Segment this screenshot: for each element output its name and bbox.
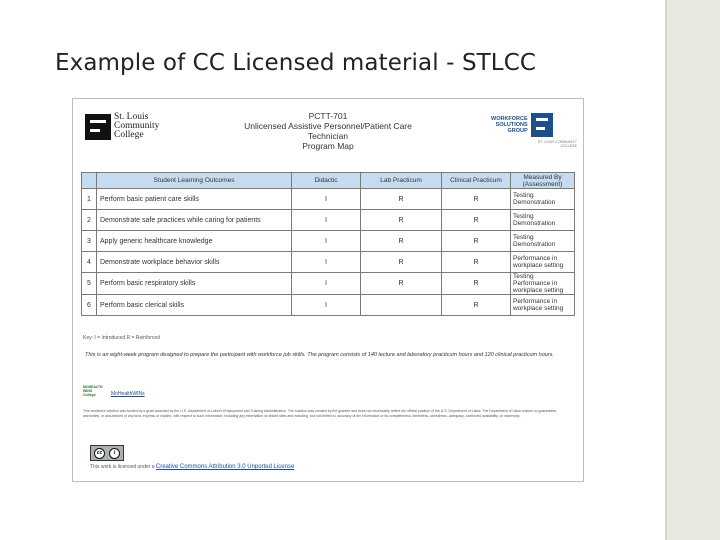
lab-cell: R [361, 273, 442, 295]
clinical-cell: R [442, 189, 511, 210]
row-number: 2 [82, 210, 97, 231]
didactic-cell: I [292, 189, 361, 210]
lab-cell: R [361, 210, 442, 231]
partner-logo-line: SOLUTIONS [495, 122, 528, 128]
table-header [82, 173, 97, 189]
table-row [82, 231, 575, 252]
by-icon: i [109, 448, 120, 459]
slide-title: Example of CC Licensed material - STLCC [55, 50, 537, 76]
measured-cell: Testing Demonstration [511, 210, 575, 231]
mohealthwins-logo [83, 385, 103, 397]
didactic-cell: I [292, 210, 361, 231]
clinical-cell: R [442, 295, 511, 316]
program-description: This is an eight-week program designed to prepare the participant with workforce job skills. The program consists of 140 lecture and laboratory practicum hours and 120 clinical practicum hours. [85, 352, 554, 358]
license-link[interactable]: Creative Commons Attribution 3.0 Unported License [155, 464, 295, 470]
table-header: Student Learning Outcomes [97, 173, 292, 189]
row-number: 4 [82, 252, 97, 273]
didactic-cell: I [292, 273, 361, 295]
grant-disclaimer: This workforce solution was funded by a grant awarded by the U.S. Department of Labor's Employment and Training Administration. The solution was created by the grantee and does not necessarily reflect the official position of the U.S. Department of Labor. The Department of Labor makes no guarantees, warranties, or assurances of any kind, express or implied, with respect to such information, including any information on linked sites and including, but not limited to, accuracy of the information or its completeness, timeliness, usefulness, adequacy, continued availability, or ownership. [83, 409, 558, 418]
table-header: Measured By (Assessment) [511, 173, 575, 189]
program-map-label: Program Map [302, 141, 354, 151]
measured-cell: Testing Demonstration [511, 189, 575, 210]
measured-cell: Performance in workplace setting [511, 295, 575, 316]
partner-logo-icon [531, 113, 553, 137]
table-header: Clinical Practicum [442, 173, 511, 189]
measured-cell: Performance in workplace setting [511, 252, 575, 273]
outcome-cell: Perform basic clerical skills [97, 295, 292, 316]
license-statement [90, 464, 294, 470]
partner-logo [491, 113, 553, 137]
table-row [82, 273, 575, 295]
outcome-cell: Demonstrate safe practices while caring for patients [97, 210, 292, 231]
table-row [82, 295, 575, 316]
document-image [72, 98, 584, 482]
table-header: Didactic [292, 173, 361, 189]
didactic-cell: I [292, 252, 361, 273]
outcome-cell: Demonstrate workplace behavior skills [97, 252, 292, 273]
outcome-cell: Apply generic healthcare knowledge [97, 231, 292, 252]
cc-license-badge-icon [90, 445, 124, 461]
partner-logo-line: WORKFORCE [491, 116, 528, 122]
partner-subtitle: ST. LOUIS COMMUNITY COLLEGE [537, 140, 577, 148]
didactic-cell: I [292, 295, 361, 316]
college-logo [85, 113, 159, 140]
lab-cell: R [361, 231, 442, 252]
table-header: Lab Practicum [361, 173, 442, 189]
clinical-cell: R [442, 252, 511, 273]
didactic-cell: I [292, 231, 361, 252]
table-header-row [82, 173, 575, 189]
table-row [82, 189, 575, 210]
clinical-cell: R [442, 273, 511, 295]
college-logo-line: St. Louis [114, 112, 149, 122]
mohealthwins-logo-line: WINS [83, 389, 93, 393]
license-prefix: This work is licensed under a [90, 464, 155, 470]
lab-cell: R [361, 189, 442, 210]
lab-cell [361, 295, 442, 316]
measured-cell: Testing Demonstration [511, 231, 575, 252]
row-number: 6 [82, 295, 97, 316]
outcome-cell: Perform basic respiratory skills [97, 273, 292, 295]
slide-side-band [667, 0, 720, 540]
table-key: Key: I = Introduced R = Reinforced [83, 335, 160, 341]
mohealthwins-logo-line: College [83, 393, 96, 397]
mohealthwins-logo-line: MOHEALTH [83, 385, 103, 389]
outcomes-table [81, 172, 575, 316]
lab-cell: R [361, 252, 442, 273]
course-title: Unlicensed Assistive Personnel/Patient Care Technician [244, 121, 412, 141]
college-logo-line: College [114, 130, 144, 140]
cc-icon: cc [94, 448, 105, 459]
row-number: 5 [82, 273, 97, 295]
table-row [82, 210, 575, 231]
course-code: PCTT-701 [308, 111, 348, 121]
clinical-cell: R [442, 231, 511, 252]
mohealthwins-link[interactable]: MoHealthWINs [111, 391, 145, 397]
document-heading [223, 111, 433, 151]
outcome-cell: Perform basic patient care skills [97, 189, 292, 210]
table-row [82, 252, 575, 273]
measured-cell: Testing Performance in workplace setting [511, 273, 575, 295]
college-logo-icon [85, 114, 111, 140]
college-logo-line: Community [114, 121, 160, 131]
row-number: 3 [82, 231, 97, 252]
row-number: 1 [82, 189, 97, 210]
clinical-cell: R [442, 210, 511, 231]
partner-logo-line: GROUP [507, 128, 528, 134]
